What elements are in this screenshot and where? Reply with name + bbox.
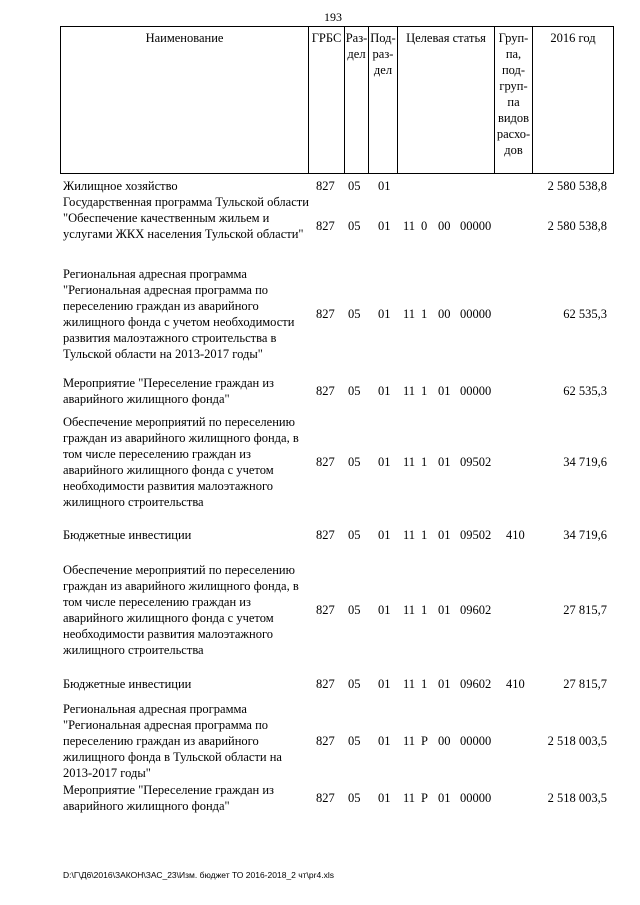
row-cs1: 11 — [403, 384, 416, 398]
row-cs2: Р — [421, 734, 428, 748]
row-razd: 05 — [348, 603, 361, 617]
row-cs2: Р — [421, 791, 428, 805]
row-year: 62 535,3 — [563, 384, 607, 398]
row-grbs: 827 — [316, 791, 335, 805]
row-cs2: 1 — [421, 455, 428, 469]
row-cs4: 00000 — [460, 384, 492, 398]
row-cs4: 09602 — [460, 677, 492, 691]
row-name: Региональная адресная программа "Региональная адресная программа по переселению граждан из аварийного жилищного фонда в Тульской области на 2013-2017 годы" — [63, 702, 282, 780]
row-year: 27 815,7 — [563, 677, 607, 691]
row-year: 2 580 538,8 — [547, 179, 607, 193]
row-podr: 01 — [378, 179, 391, 193]
row-cs2: 1 — [421, 603, 428, 617]
row-grp: 410 — [506, 528, 525, 542]
row-razd: 05 — [348, 791, 361, 805]
header-podrazdel: Под- раз- дел — [369, 27, 398, 173]
header-name: Наименование — [61, 27, 309, 173]
row-cs3: 01 — [438, 384, 451, 398]
row-grbs: 827 — [316, 528, 335, 542]
row-year: 2 518 003,5 — [547, 791, 607, 805]
row-cs4: 09602 — [460, 603, 492, 617]
row-name: Бюджетные инвестиции — [63, 677, 192, 691]
row-cs4: 00000 — [460, 307, 492, 321]
row-razd: 05 — [348, 384, 361, 398]
row-name: Государственная программа Тульской области "Обеспечение качественным жильем и услугами ЖКХ населения Тульской области" — [63, 195, 309, 241]
header-gruppa: Груп- па, под- груп- па видов расхо- дов — [495, 27, 533, 173]
row-name: Мероприятие "Переселение граждан из аварийного жилищного фонда" — [63, 783, 274, 813]
header-year: 2016 год — [550, 31, 596, 45]
row-cs3: 01 — [438, 455, 451, 469]
row-grbs: 827 — [316, 455, 335, 469]
row-name: Обеспечение мероприятий по переселению граждан из аварийного жилищного фонда, в том числе переселению граждан из аварийного жилищного фонда с учетом необходимости развития малоэтажного жилищного строительства — [63, 415, 299, 509]
row-grbs: 827 — [316, 677, 335, 691]
row-cs3: 01 — [438, 528, 451, 542]
page-number: 193 — [324, 10, 342, 24]
row-cs1: 11 — [403, 791, 416, 805]
row-year: 2 518 003,5 — [547, 734, 607, 748]
row-razd: 05 — [348, 677, 361, 691]
row-cs2: 1 — [421, 384, 428, 398]
row-razd: 05 — [348, 179, 361, 193]
row-cs3: 01 — [438, 677, 451, 691]
row-year: 34 719,6 — [563, 455, 607, 469]
row-cs3: 00 — [438, 219, 451, 233]
row-grbs: 827 — [316, 384, 335, 398]
row-cs1: 11 — [403, 307, 416, 321]
row-podr: 01 — [378, 603, 391, 617]
row-cs3: 01 — [438, 603, 451, 617]
row-year: 34 719,6 — [563, 528, 607, 542]
row-razd: 05 — [348, 455, 361, 469]
row-grbs: 827 — [316, 219, 335, 233]
row-podr: 01 — [378, 384, 391, 398]
row-razd: 05 — [348, 734, 361, 748]
row-cs4: 00000 — [460, 734, 492, 748]
row-cs1: 11 — [403, 528, 416, 542]
row-podr: 01 — [378, 791, 391, 805]
row-grp: 410 — [506, 677, 525, 691]
row-name: Жилищное хозяйство — [63, 179, 178, 193]
row-cs4: 00000 — [460, 791, 492, 805]
row-cs3: 00 — [438, 307, 451, 321]
row-cs2: 0 — [421, 219, 428, 233]
row-razd: 05 — [348, 307, 361, 321]
row-year: 62 535,3 — [563, 307, 607, 321]
row-cs3: 00 — [438, 734, 451, 748]
row-podr: 01 — [378, 455, 391, 469]
row-cs1: 11 — [403, 734, 416, 748]
row-grbs: 827 — [316, 307, 335, 321]
row-podr: 01 — [378, 219, 391, 233]
row-cs4: 00000 — [460, 219, 492, 233]
row-cs1: 11 — [403, 219, 416, 233]
row-grbs: 827 — [316, 734, 335, 748]
row-name: Региональная адресная программа "Региональная адресная программа по переселению граждан из аварийного жилищного фонда с учетом необходимости развития малоэтажного строительства в Тульской области на 2013-2017 годы" — [63, 267, 295, 361]
row-name: Обеспечение мероприятий по переселению граждан из аварийного жилищного фонда, в том числе переселению граждан из аварийного жилищного фонда с учетом необходимости развития малоэтажного жилищного строительства — [63, 563, 299, 657]
row-razd: 05 — [348, 528, 361, 542]
row-year: 2 580 538,8 — [547, 219, 607, 233]
row-cs1: 11 — [403, 603, 416, 617]
row-podr: 01 — [378, 734, 391, 748]
file-path-footer: D:\Г\Д6\2016\ЗАКОН\ЗАС_23\Изм. бюджет ТО 2016-2018_2 чт\pr4.xls — [63, 870, 334, 880]
row-name: Мероприятие "Переселение граждан из аварийного жилищного фонда" — [63, 376, 274, 406]
table-header — [60, 26, 614, 174]
header-celevaya: Целевая статья — [398, 27, 495, 173]
row-razd: 05 — [348, 219, 361, 233]
row-name: Бюджетные инвестиции — [63, 528, 192, 542]
row-cs1: 11 — [403, 677, 416, 691]
header-razdel: Раз- дел — [345, 27, 369, 173]
row-podr: 01 — [378, 677, 391, 691]
row-grbs: 827 — [316, 603, 335, 617]
row-cs2: 1 — [421, 528, 428, 542]
row-podr: 01 — [378, 307, 391, 321]
row-cs2: 1 — [421, 677, 428, 691]
row-cs3: 01 — [438, 791, 451, 805]
row-cs4: 09502 — [460, 528, 492, 542]
row-year: 27 815,7 — [563, 603, 607, 617]
row-grbs: 827 — [316, 179, 335, 193]
header-grbs: ГРБС — [309, 27, 345, 173]
row-cs4: 09502 — [460, 455, 492, 469]
row-cs2: 1 — [421, 307, 428, 321]
row-cs1: 11 — [403, 455, 416, 469]
row-podr: 01 — [378, 528, 391, 542]
